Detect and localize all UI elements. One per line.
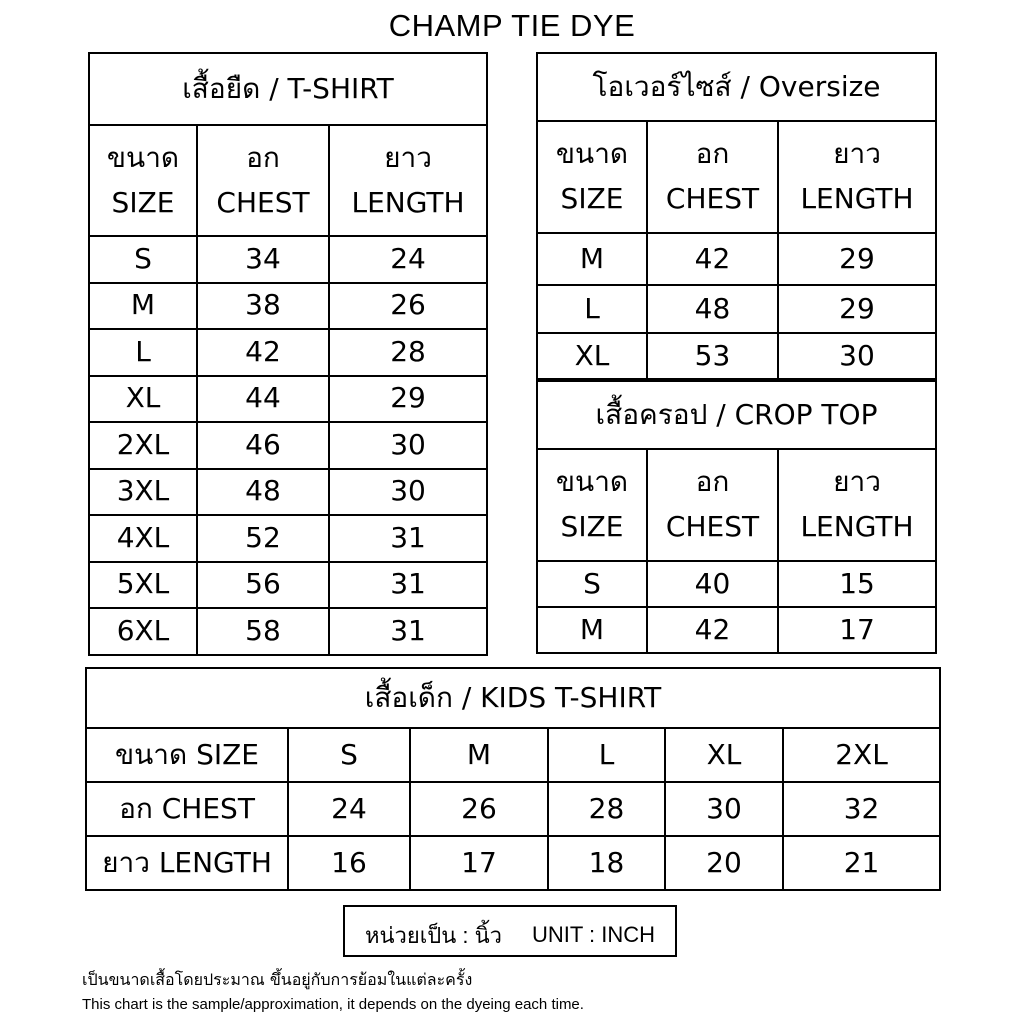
chest-cell: 32 [783, 782, 940, 836]
table-row [89, 376, 487, 423]
size-cell: XL [89, 376, 197, 423]
size-cell: M [537, 233, 647, 285]
kids-row-size-label: ขนาด SIZE [86, 728, 288, 782]
chest-cell: 44 [197, 376, 329, 423]
size-cell: 4XL [89, 515, 197, 562]
length-cell: 31 [329, 515, 487, 562]
size-cell: 2XL [89, 422, 197, 469]
chest-cell: 28 [548, 782, 665, 836]
chest-cell: 42 [647, 607, 778, 653]
croptop-col-size: ขนาด SIZE [537, 449, 647, 561]
size-cell: M [89, 283, 197, 330]
table-row [89, 329, 487, 376]
length-cell: 17 [410, 836, 548, 890]
chest-cell: 42 [197, 329, 329, 376]
length-cell: 18 [548, 836, 665, 890]
table-row [537, 561, 936, 607]
length-cell: 29 [778, 233, 936, 285]
length-cell: 30 [329, 469, 487, 516]
size-cell: 3XL [89, 469, 197, 516]
length-cell: 24 [329, 236, 487, 283]
chest-cell: 34 [197, 236, 329, 283]
kids-heading: เสื้อเด็ก / KIDS T-SHIRT [86, 668, 940, 728]
size-cell: S [537, 561, 647, 607]
chest-cell: 38 [197, 283, 329, 330]
chest-cell: 53 [647, 333, 778, 379]
table-row [86, 782, 940, 836]
table-row [89, 283, 487, 330]
table-row [537, 285, 936, 333]
unit-box [343, 905, 677, 957]
size-cell: M [537, 607, 647, 653]
table-row [89, 608, 487, 655]
croptop-heading: เสื้อครอป / CROP TOP [537, 381, 936, 449]
length-cell: 31 [329, 608, 487, 655]
oversize-col-size: ขนาด SIZE [537, 121, 647, 233]
tshirt-col-size: ขนาด SIZE [89, 125, 197, 236]
oversize-col-chest: อก CHEST [647, 121, 778, 233]
tshirt-heading: เสื้อยืด / T-SHIRT [89, 53, 487, 125]
table-row [89, 236, 487, 283]
chest-cell: 48 [647, 285, 778, 333]
size-cell: S [288, 728, 410, 782]
chest-cell: 48 [197, 469, 329, 516]
length-cell: 29 [329, 376, 487, 423]
size-cell: 6XL [89, 608, 197, 655]
kids-row-length-label: ยาว LENGTH [86, 836, 288, 890]
size-cell: S [89, 236, 197, 283]
croptop-col-length: ยาว LENGTH [778, 449, 936, 561]
size-cell: L [548, 728, 665, 782]
croptop-col-chest: อก CHEST [647, 449, 778, 561]
length-cell: 30 [778, 333, 936, 379]
size-cell: L [537, 285, 647, 333]
table-row [89, 422, 487, 469]
chest-cell: 58 [197, 608, 329, 655]
size-cell: 5XL [89, 562, 197, 609]
chest-cell: 30 [665, 782, 783, 836]
page-title: CHAMP TIE DYE [388, 8, 636, 43]
size-cell: M [410, 728, 548, 782]
chest-cell: 26 [410, 782, 548, 836]
oversize-heading: โอเวอร์ไซส์ / Oversize [537, 53, 936, 121]
size-cell: L [89, 329, 197, 376]
unit-label-thai: หน่วยเป็น : นิ้ว [364, 922, 502, 948]
note-thai: เป็นขนาดเสื้อโดยประมาณ ขึ้นอยู่กับการย้อมในแต่ละครั้ง [82, 970, 473, 989]
table-row [89, 515, 487, 562]
length-cell: 21 [783, 836, 940, 890]
length-cell: 28 [329, 329, 487, 376]
table-row [86, 836, 940, 890]
length-cell: 15 [778, 561, 936, 607]
length-cell: 17 [778, 607, 936, 653]
note-english: This chart is the sample/approximation, it depends on the dyeing each time. [82, 996, 584, 1013]
kids-row-chest-label: อก CHEST [86, 782, 288, 836]
table-row [86, 728, 940, 782]
chest-cell: 24 [288, 782, 410, 836]
table-row [89, 562, 487, 609]
chest-cell: 40 [647, 561, 778, 607]
length-cell: 30 [329, 422, 487, 469]
unit-label-english: UNIT : INCH [532, 922, 656, 947]
size-cell: XL [665, 728, 783, 782]
chest-cell: 56 [197, 562, 329, 609]
tshirt-size-table [88, 52, 488, 656]
chest-cell: 52 [197, 515, 329, 562]
chest-cell: 46 [197, 422, 329, 469]
table-row [537, 233, 936, 285]
length-cell: 26 [329, 283, 487, 330]
table-row [537, 607, 936, 653]
kids-size-table [85, 667, 941, 891]
table-row [537, 333, 936, 379]
length-cell: 16 [288, 836, 410, 890]
oversize-col-length: ยาว LENGTH [778, 121, 936, 233]
oversize-size-table [536, 52, 937, 380]
croptop-size-table [536, 380, 937, 654]
size-cell: 2XL [783, 728, 940, 782]
chest-cell: 42 [647, 233, 778, 285]
tshirt-col-length: ยาว LENGTH [329, 125, 487, 236]
length-cell: 29 [778, 285, 936, 333]
table-row [89, 469, 487, 516]
length-cell: 20 [665, 836, 783, 890]
size-cell: XL [537, 333, 647, 379]
length-cell: 31 [329, 562, 487, 609]
tshirt-col-chest: อก CHEST [197, 125, 329, 236]
